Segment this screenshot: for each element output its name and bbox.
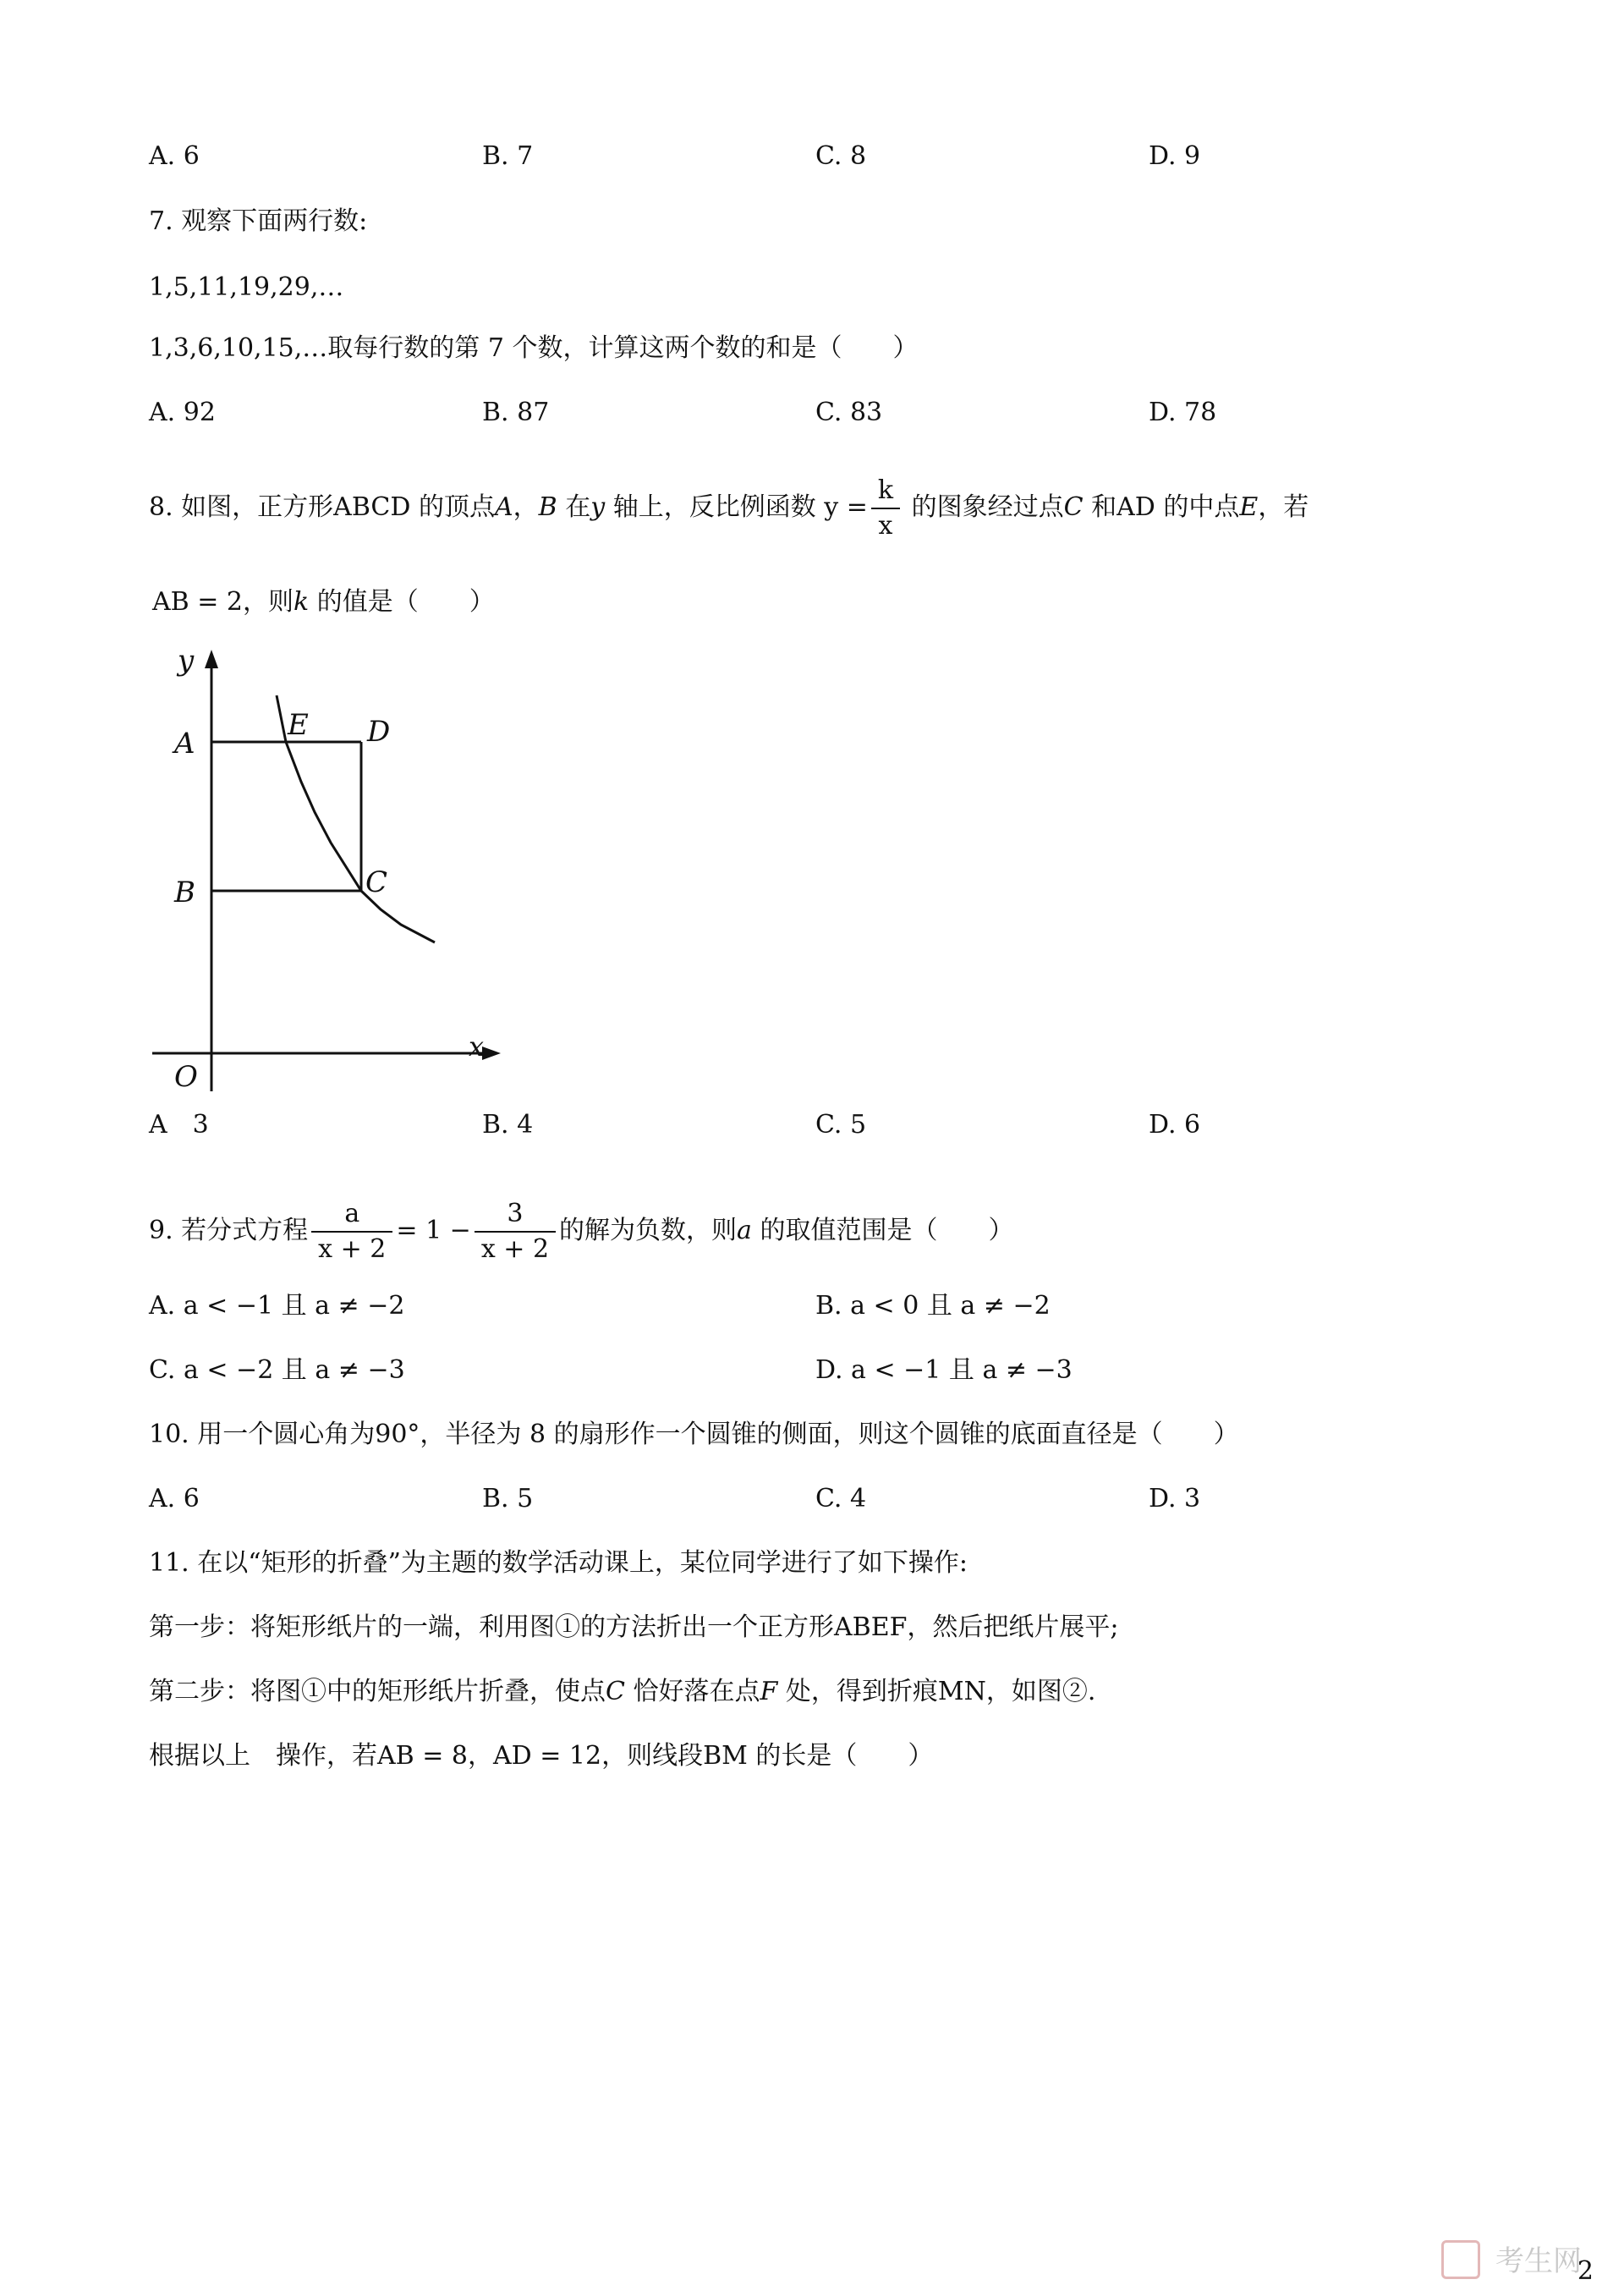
q11-line3 (149, 1675, 1095, 1709)
q11-line2: 第一步：将矩形纸片的一端，利用图①的方法折出一个正方形ABEF，然后把纸片展平; (149, 1612, 1119, 1642)
q11-line1: 11. 在以“矩形的折叠”为主题的数学活动课上，某位同学进行了如下操作: (149, 1548, 968, 1578)
label-d: D (367, 715, 391, 749)
q9-pre: 9. 若分式方程 (149, 1216, 309, 1245)
q11-point-f: F (760, 1677, 778, 1706)
q6-option-b: B. 7 (482, 141, 534, 171)
q11-point-c: C (606, 1677, 625, 1706)
q9-a-var: a (737, 1216, 752, 1245)
q11-line4: 根据以上 操作，若AB = 8，AD = 12，则线段BM 的长是（ ） (149, 1741, 934, 1771)
q7-option-c: C. 83 (815, 398, 883, 427)
q10-option-b: B. 5 (482, 1484, 534, 1513)
q8-option-d: D. 6 (1149, 1110, 1201, 1140)
q7-option-d: D. 78 (1149, 398, 1217, 427)
q10-option-c: C. 4 (815, 1484, 867, 1513)
q11-line3-mid: 恰好落在点 (624, 1677, 760, 1706)
q10-option-d: D. 3 (1149, 1484, 1201, 1513)
q9-option-d: D. a < −1 且 a ≠ −3 (815, 1355, 1073, 1385)
q10-title: 10. 用一个圆心角为90°，半径为 8 的扇形作一个圆锥的侧面，则这个圆锥的底面直径是（ ） (149, 1420, 1239, 1449)
label-o: O (174, 1060, 198, 1094)
q6-option-c: C. 8 (815, 141, 867, 171)
q11-line3-pre: 第二步：将图①中的矩形纸片折叠，使点 (149, 1677, 606, 1706)
q9-f2-den: x + 2 (480, 1234, 550, 1264)
q8-point-a: A (494, 492, 513, 522)
q8-figure (144, 643, 516, 1100)
q8-line2-post: 的值是（ ） (309, 587, 495, 617)
q8-line2 (152, 585, 495, 619)
q8-mid4: 和AD 的中点 (1083, 492, 1240, 522)
q9-question (149, 1197, 1013, 1266)
label-y: y (178, 644, 195, 678)
label-a: A (174, 727, 195, 761)
label-x: x (469, 1030, 485, 1063)
q7-title: 7. 观察下面两行数: (149, 206, 368, 236)
q9-fraction-1 (311, 1197, 392, 1266)
q6-option-a: A. 6 (149, 141, 200, 171)
q8-frac-num: k (871, 474, 900, 509)
label-e: E (288, 708, 309, 742)
q9-f1-num: a (311, 1197, 392, 1233)
q9-post2: 的取值范围是（ ） (751, 1216, 1014, 1245)
label-c: C (365, 865, 388, 899)
q8-mid2: 轴上，反比例函数 y = (605, 492, 868, 522)
q8-k-var: k (294, 587, 310, 617)
q8-frac-den: x (878, 511, 893, 541)
q8-option-c: C. 5 (815, 1110, 867, 1140)
q9-post1: 的解为负数，则 (559, 1216, 738, 1245)
q9-mid: = 1 − (396, 1216, 471, 1245)
q8-mid1: 在 (557, 492, 591, 522)
q8-line1 (149, 474, 1309, 543)
q8-option-a: A 3 (149, 1110, 209, 1140)
q7-option-a: A. 92 (149, 398, 216, 427)
q9-option-a: A. a < −1 且 a ≠ −2 (149, 1291, 405, 1321)
q7-row2: 1,3,6,10,15,…取每行数的第 7 个数，计算这两个数的和是（ ） (149, 333, 919, 363)
q8-line2-pre: AB = 2，则 (152, 587, 294, 617)
y-arrow (205, 650, 218, 668)
q9-option-b: B. a < 0 且 a ≠ −2 (815, 1291, 1051, 1321)
q11-line3-post: 处，得到折痕MN，如图②. (777, 1677, 1096, 1706)
q8-point-c: C (1063, 492, 1084, 522)
q10-option-a: A. 6 (149, 1484, 200, 1513)
watermark-logo-icon (1441, 2240, 1480, 2279)
q8-point-b: B (538, 492, 557, 522)
q8-option-b: B. 4 (482, 1110, 534, 1140)
q8-sep: ， (513, 492, 539, 522)
watermark-text: 考生网 (1495, 2244, 1582, 2278)
page-number: 2 (1577, 2256, 1594, 2286)
q9-option-c: C. a < −2 且 a ≠ −3 (149, 1355, 405, 1385)
q8-pre: 8. 如图，正方形ABCD 的顶点 (149, 492, 495, 522)
x-arrow (482, 1046, 501, 1060)
q7-row1: 1,5,11,19,29,… (149, 272, 344, 302)
q7-option-b: B. 87 (482, 398, 550, 427)
q9-f1-den: x + 2 (318, 1234, 387, 1264)
q8-point-e: E (1239, 492, 1259, 522)
label-b: B (174, 876, 195, 909)
q8-post: ，若 (1258, 492, 1309, 522)
q6-option-d: D. 9 (1149, 141, 1201, 171)
q8-y-var: y (590, 492, 606, 522)
q8-mid3: 的图象经过点 (903, 492, 1064, 522)
q8-fraction (871, 474, 900, 543)
q9-fraction-2 (475, 1197, 556, 1266)
q9-f2-num: 3 (475, 1197, 556, 1233)
